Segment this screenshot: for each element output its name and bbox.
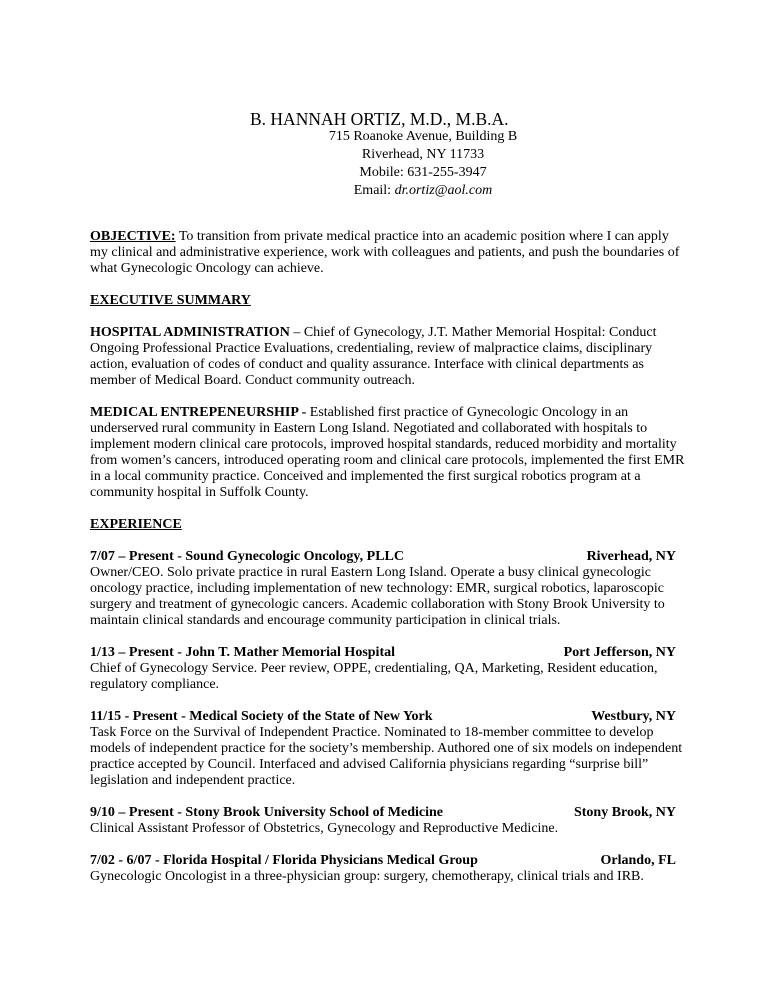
job-description-line: maintain clinical standards and encourage community participation in clinical trials. bbox=[90, 613, 561, 628]
mobile-number: Mobile: 631-255-3947 bbox=[359, 165, 487, 180]
job-entry bbox=[90, 645, 680, 693]
job-description-line: Clinical Assistant Professor of Obstetrics, Gynecology and Reproductive Medicine. bbox=[90, 821, 559, 836]
objective-section bbox=[90, 229, 680, 277]
resume-body bbox=[90, 229, 685, 901]
summary-line: from women’s cancers, introduced operating room and clinical care protocols, implemented the first EMR bbox=[90, 453, 685, 468]
job-description-line: Gynecologic Oncologist in a three-physician group: surgery, chemotherapy, clinical trials and IRB. bbox=[90, 869, 644, 884]
hospital-administration-section bbox=[90, 325, 680, 389]
summary-line: in a local community practice. Conceived and implemented the first surgical robotics program at a bbox=[90, 469, 641, 484]
job-description-line: practice accepted by Council. Interfaced and advised California physicians regarding “surprise bill” bbox=[90, 757, 649, 772]
job-title: 7/02 - 6/07 - Florida Hospital / Florida Physicians Medical Group bbox=[90, 853, 478, 868]
summary-line: underserved rural community in Eastern Long Island. Negotiated and collaborated with hospitals to bbox=[90, 421, 648, 436]
job-description-line: oncology practice, including implementation of new technology: EMR, surgical robotics, laparoscopic bbox=[90, 581, 664, 596]
summary-text: – Chief of Gynecology, J.T. Mather Memorial Hospital: Conduct bbox=[289, 325, 657, 340]
job-header bbox=[90, 805, 676, 821]
job-description-line: legislation and independent practice. bbox=[90, 773, 296, 788]
executive-summary-heading bbox=[90, 293, 680, 309]
job-title: 11/15 - Present - Medical Society of the State of New York bbox=[90, 709, 433, 724]
address-line-2: Riverhead, NY 11733 bbox=[361, 147, 485, 162]
hospital-administration-label: HOSPITAL ADMINISTRATION bbox=[90, 325, 290, 340]
job-description-line: Owner/CEO. Solo private practice in rural Eastern Long Island. Operate a busy clinical gynecologic bbox=[90, 565, 651, 580]
section-heading: EXPERIENCE bbox=[90, 517, 182, 532]
job-title: 9/10 – Present - Stony Brook University School of Medicine bbox=[90, 805, 443, 820]
email-line bbox=[39, 183, 768, 199]
medical-entrepreneurship-label: MEDICAL ENTREPENEURSHIP - bbox=[90, 405, 307, 420]
job-header bbox=[90, 549, 676, 565]
job-entry bbox=[90, 805, 680, 837]
experience-heading bbox=[90, 517, 680, 533]
objective-line: my clinical and administrative experience, work with colleagues and patients, and push the boundaries of bbox=[90, 245, 680, 260]
objective-line: what Gynecologic Oncology can achieve. bbox=[90, 261, 324, 276]
job-entry bbox=[90, 709, 683, 789]
job-header bbox=[90, 853, 676, 869]
job-header bbox=[90, 709, 676, 725]
summary-line: implement modern clinical care protocols, improved hospital standards, reduced morbidity and mortality bbox=[90, 437, 677, 452]
job-header bbox=[90, 645, 676, 661]
address-line-1: 715 Roanoke Avenue, Building B bbox=[328, 129, 518, 144]
candidate-name: B. HANNAH ORTIZ, M.D., M.B.A. bbox=[250, 109, 509, 129]
objective-text: To transition from private medical practice into an academic position where I can apply bbox=[175, 229, 669, 244]
summary-text: Established first practice of Gynecologic Oncology in an bbox=[306, 405, 629, 420]
summary-line bbox=[90, 325, 680, 341]
job-description-line: Task Force on the Survival of Independent Practice. Nominated to 18-member committee to develop bbox=[90, 725, 654, 740]
email-label: Email: bbox=[353, 183, 395, 198]
job-entry bbox=[90, 549, 680, 629]
job-title: 1/13 – Present - John T. Mather Memorial Hospital bbox=[90, 645, 395, 660]
job-description-line: models of independent practice for the society’s membership. Authored one of six models on independent bbox=[90, 741, 683, 756]
summary-line: Ongoing Professional Practice Evaluations, credentialing, review of malpractice claims, disciplinary bbox=[90, 341, 653, 356]
job-description-line: regulatory compliance. bbox=[90, 677, 220, 692]
job-description-line: Chief of Gynecology Service. Peer review, OPPE, credentialing, QA, Marketing, Resident education, bbox=[90, 661, 658, 676]
objective-line bbox=[90, 229, 680, 245]
job-location: Stony Brook, NY bbox=[573, 805, 676, 820]
medical-entrepreneurship-section bbox=[90, 405, 685, 501]
section-heading: EXECUTIVE SUMMARY bbox=[90, 293, 251, 308]
objective-label: OBJECTIVE: bbox=[90, 229, 176, 244]
summary-line: member of Medical Board. Conduct community outreach. bbox=[90, 373, 416, 388]
summary-line: action, evaluation of codes of conduct and quality assurance. Interface with clinical departments as bbox=[90, 357, 644, 372]
job-title: 7/07 – Present - Sound Gynecologic Oncology, PLLC bbox=[90, 549, 404, 564]
job-location: Port Jefferson, NY bbox=[563, 645, 676, 660]
summary-line bbox=[90, 405, 680, 421]
job-entry bbox=[90, 853, 680, 885]
job-location: Riverhead, NY bbox=[586, 549, 676, 564]
summary-line: community hospital in Suffolk County. bbox=[90, 485, 309, 500]
job-location: Orlando, FL bbox=[600, 853, 676, 868]
job-location: Westbury, NY bbox=[591, 709, 676, 724]
email-address: dr.ortiz@aol.com bbox=[394, 183, 493, 198]
job-description-line: surgery and treatment of gynecologic cancers. Academic collaboration with Stony Brook University to bbox=[90, 597, 665, 612]
